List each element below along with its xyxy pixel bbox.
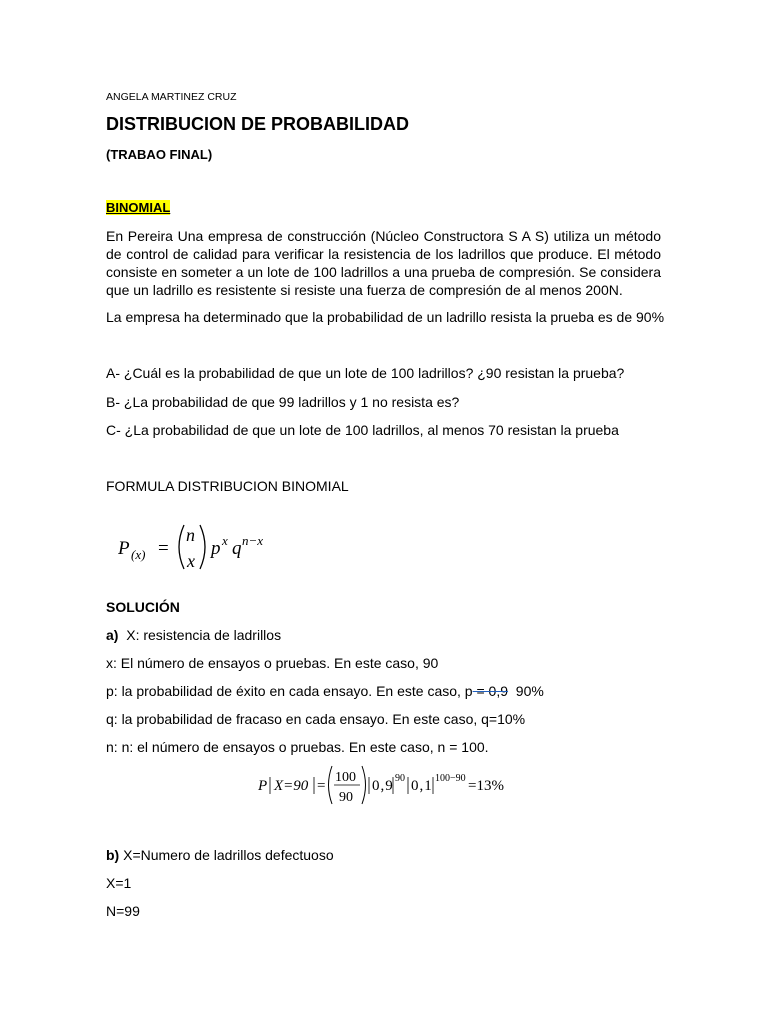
calc-binom-top: 100 [335, 770, 356, 785]
question-c: C- ¿La probabilidad de que un lote de 100 ladrillos, al menos 70 resistan la prueba [106, 422, 619, 438]
section-heading-binomial [106, 200, 170, 215]
part-b-line [106, 847, 334, 863]
binom-right-paren [200, 525, 205, 569]
p-definition [106, 683, 544, 699]
document-title: DISTRIBUCION DE PROBABILIDAD [106, 114, 410, 134]
q-definition: q: la probabilidad de fracaso en cada ensayo. En este caso, q=10% [106, 711, 526, 727]
binom-left-paren [179, 525, 184, 569]
calc-binom-bottom: 90 [339, 790, 353, 805]
p-definition-prefix: p: la probabilidad de éxito en cada ensayo. En este caso, p [106, 683, 473, 699]
binomial-calculation [256, 764, 516, 808]
calc-eq1: = [317, 778, 326, 794]
problem-paragraph [106, 227, 661, 299]
formula-p-exp: x [222, 533, 228, 548]
x-definition: x: El número de ensayos o pruebas. En este caso, 90 [106, 655, 439, 671]
p-definition-struck: = 0,9 [472, 683, 509, 699]
p-definition-suffix: 90% [508, 683, 544, 699]
formula-heading: FORMULA DISTRIBUCION BINOMIAL [106, 478, 349, 494]
problem-paragraph-text: En Pereira Una empresa de construcción (Núcleo Constructora S A S) utiliza un método de control de calidad para verificar la resistencia de los ladrillos que produce. El método consiste en someter a un lote de 100 ladrillos a una prueba de compresión. Se considera que un ladrillo es resistente si resiste una fuerza de compresión de al menos 200N. [106, 228, 661, 298]
formula-eq: = [158, 538, 169, 559]
solution-heading: SOLUCIÓN [106, 599, 180, 615]
formula-lhs: P [118, 538, 130, 559]
calc-result: =13% [468, 778, 504, 794]
n-value: N=99 [106, 903, 140, 919]
part-a-text: X: resistencia de ladrillos [126, 627, 282, 643]
n-definition: n: n: el número de ensayos o pruebas. En este caso, n = 100. [106, 739, 489, 755]
calc-p-exp: 90 [395, 773, 405, 784]
x-value: X=1 [106, 875, 132, 891]
formula-p: p [211, 538, 221, 559]
calc-q-exp: 100−90 [435, 773, 466, 784]
formula-binom-bottom: x [187, 551, 195, 571]
document-subtitle: (TRABAO FINAL) [106, 147, 213, 162]
formula-binom-top: n [186, 525, 195, 545]
formula-q-exp: n−x [242, 533, 264, 548]
part-b-text: X=Numero de ladrillos defectuoso [123, 847, 334, 863]
calc-arg: X=90 [274, 778, 309, 794]
part-b-label: b) [106, 847, 120, 863]
calc-q-val: 0,1 [411, 778, 433, 794]
calc-p-val: 0,9 [372, 778, 394, 794]
question-a: A- ¿Cuál es la probabilidad de que un lote de 100 ladrillos? ¿90 resistan la prueba? [106, 365, 625, 381]
part-a-label: a) [106, 627, 119, 643]
part-a-line [106, 627, 281, 643]
highlighted-label: BINOMIAL [106, 200, 171, 215]
probability-statement: La empresa ha determinado que la probabilidad de un ladrillo resista la prueba es de 90% [106, 309, 665, 325]
question-b: B- ¿La probabilidad de que 99 ladrillos y 1 no resista es? [106, 394, 460, 410]
formula-lhs-sub: (x) [131, 547, 146, 562]
formula-q: q [232, 538, 242, 559]
author-name: ANGELA MARTINEZ CRUZ [106, 91, 237, 103]
binomial-formula [118, 521, 288, 577]
calc-lhs: P [258, 778, 268, 794]
